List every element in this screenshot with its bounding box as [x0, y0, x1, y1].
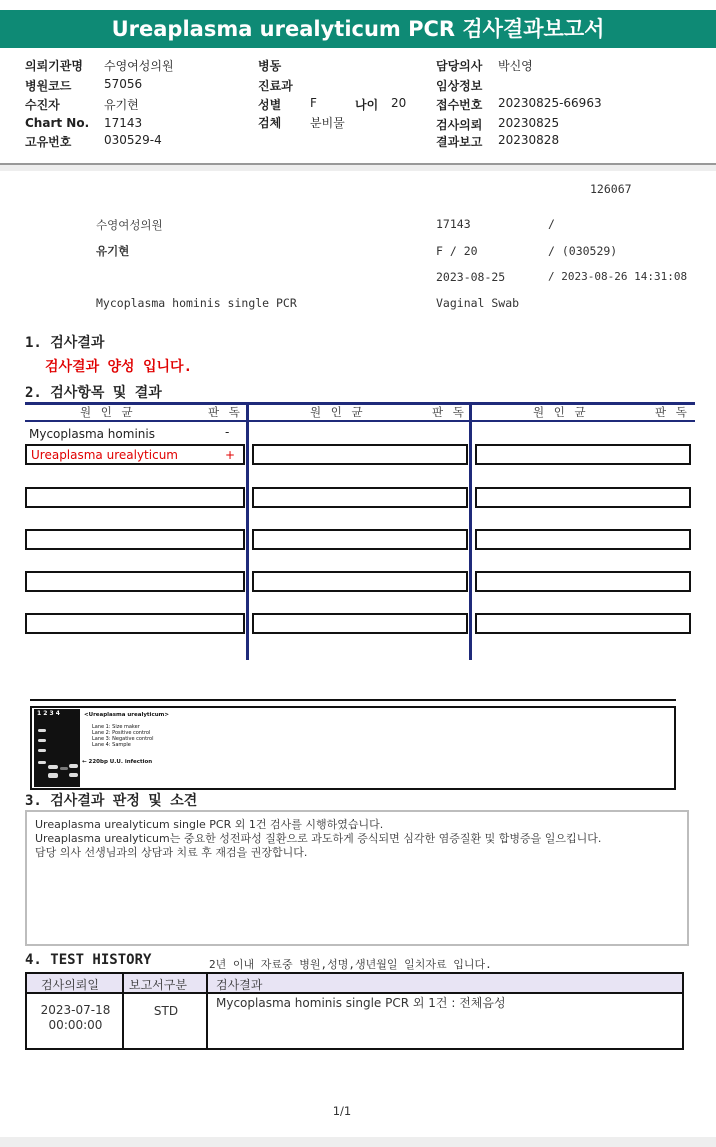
info-slash: /: [548, 217, 555, 231]
gel-image-frame: [30, 706, 676, 790]
header-label-patient: 수진자: [25, 98, 60, 112]
col-header-organism-1: 원 인 균: [80, 405, 136, 419]
result-mycoplasma: -: [225, 425, 230, 439]
result-cell: [252, 529, 468, 550]
col-header-result-2: 판 독: [432, 405, 467, 419]
col-header-organism-2: 원 인 균: [310, 405, 366, 419]
header-label-specimen: 검체: [258, 116, 282, 130]
result-cell: [475, 571, 691, 592]
header-value-age: 20: [391, 96, 407, 110]
grid-divider-2: [469, 402, 472, 660]
info-date-reported: / 2023-08-26 14:31:08: [548, 270, 688, 283]
col-header-result-1: 판 독: [208, 405, 243, 419]
gel-band: [38, 749, 46, 752]
gel-band: [38, 739, 46, 742]
history-note: 2년 이내 자료중 병원,성명,생년월일 일치자료 입니다.: [209, 958, 492, 971]
info-patient: 유기현: [96, 244, 130, 258]
header-label-age: 나이: [355, 98, 379, 112]
header-label-sex: 성별: [258, 98, 282, 112]
history-result: Mycoplasma hominis single PCR 외 1건 : 전체음성: [216, 996, 506, 1010]
result-cell: [475, 613, 691, 634]
header-value-doctor: 박신영: [498, 59, 533, 73]
header-label-request-date: 검사의뢰: [436, 118, 483, 132]
gel-band: [48, 765, 58, 769]
result-ureaplasma: +: [224, 448, 235, 462]
gel-band: [38, 761, 46, 764]
header-value-unique-no: 030529-4: [104, 133, 162, 147]
header-value-report-date: 20230828: [498, 133, 560, 147]
header-value-specimen: 분비물: [310, 116, 345, 130]
header-label-doctor: 담당의사: [436, 59, 483, 73]
header-value-hospital: 수영여성의원: [104, 59, 174, 73]
comment-line-1: Ureaplasma urealyticum single PCR 외 1건 검사를 시행하였습니다.: [35, 818, 384, 831]
result-cell: [475, 444, 691, 465]
info-sex-age: F / 20: [436, 244, 478, 258]
history-header-date: 검사의뢰일: [41, 978, 99, 992]
result-cell: [25, 487, 245, 508]
gel-band: [60, 767, 68, 770]
header-label-receipt-no: 접수번호: [436, 98, 483, 112]
col-header-result-3: 판 독: [655, 405, 690, 419]
gel-lane-numbers: 1 2 3 4: [37, 710, 60, 717]
header-value-patient: 유기현: [104, 98, 139, 112]
info-date-received: 2023-08-25: [436, 270, 506, 284]
gel-legend-lane4: Lane 4: Sample: [92, 742, 131, 748]
section1-title: 1. 검사결과: [25, 335, 105, 351]
gel-legend-lane2: Lane 2: Positive control: [92, 730, 151, 736]
result-cell: [25, 529, 245, 550]
info-specimen: Vaginal Swab: [436, 296, 520, 310]
section4-title: 4. TEST HISTORY: [25, 952, 152, 968]
gel-band: [69, 773, 78, 777]
page-number: 1/1: [332, 1104, 352, 1118]
header-label-clinical-info: 임상정보: [436, 79, 483, 93]
section3-title: 3. 검사결과 판정 및 소견: [25, 793, 198, 809]
gel-top-rule: [30, 699, 676, 701]
history-time: 00:00:00: [48, 1018, 103, 1032]
gel-band: [38, 729, 46, 732]
bottom-strip: [0, 1137, 716, 1147]
header-label-hospital-code: 병원코드: [25, 79, 72, 93]
header-label-unique-no: 고유번호: [25, 135, 72, 149]
gel-band: [69, 764, 78, 768]
result-cell: [475, 529, 691, 550]
header-label-report-date: 결과보고: [436, 135, 483, 149]
col-header-organism-3: 원 인 균: [533, 405, 589, 419]
gel-legend-lane3: Lane 3: Negative control: [92, 736, 154, 742]
result-cell: [252, 444, 468, 465]
section2-title: 2. 검사항목 및 결과: [25, 385, 162, 401]
positive-result-text: 검사결과 양성 입니다.: [45, 359, 193, 375]
result-cell: [475, 487, 691, 508]
grid-header-rule: [25, 420, 695, 422]
gel-arrow-label: ← 220bp U.U. infection: [82, 759, 153, 765]
header-label-chart-no: Chart No.: [25, 116, 90, 130]
report-title: Ureaplasma urealyticum PCR 검사결과보고서: [0, 10, 716, 48]
header-strip: [0, 165, 716, 171]
info-code: 126067: [590, 182, 632, 196]
info-chart: 17143: [436, 217, 471, 231]
header-value-request-date: 20230825: [498, 116, 560, 130]
info-unique: / (030529): [548, 244, 618, 258]
header-value-receipt-no: 20230825-66963: [498, 96, 602, 110]
result-cell: [252, 571, 468, 592]
header-value-hospital-code: 57056: [104, 77, 143, 91]
info-hospital: 수영여성의원: [96, 218, 163, 232]
history-date: 2023-07-18: [40, 1003, 111, 1017]
header-label-department: 진료과: [258, 79, 293, 93]
header-value-chart-no: 17143: [104, 116, 143, 130]
history-type: STD: [153, 1004, 179, 1018]
grid-divider-1: [246, 402, 249, 660]
organism-mycoplasma: Mycoplasma hominis: [29, 427, 155, 441]
info-test-name: Mycoplasma hominis single PCR: [96, 296, 297, 310]
history-header-result: 검사결과: [216, 978, 263, 992]
comment-box: [25, 810, 689, 946]
gel-heading: <Ureaplasma urealyticum>: [84, 712, 169, 718]
organism-ureaplasma: Ureaplasma urealyticum: [31, 448, 178, 462]
result-cell-ureaplasma: [25, 444, 245, 465]
gel-band: [48, 773, 58, 778]
result-cell: [25, 613, 245, 634]
result-cell: [25, 571, 245, 592]
result-cell: [252, 613, 468, 634]
header-value-sex: F: [310, 96, 317, 110]
comment-line-3: 담당 의사 선생님과의 상담과 치료 후 재검을 권장합니다.: [35, 846, 308, 859]
header-label-hospital: 의뢰기관명: [25, 59, 83, 73]
history-header-type: 보고서구분: [129, 978, 187, 992]
gel-electrophoresis-image: [34, 709, 80, 787]
gel-legend-lane1: Lane 1: Size maker: [92, 724, 140, 730]
header-label-ward: 병동: [258, 59, 282, 73]
history-table: [25, 972, 684, 1050]
comment-line-2: Ureaplasma urealyticum는 중요한 성전파성 질환으로 과도하게 증식되면 심각한 염증질환 및 합병증을 일으킵니다.: [35, 832, 602, 845]
result-cell: [252, 487, 468, 508]
